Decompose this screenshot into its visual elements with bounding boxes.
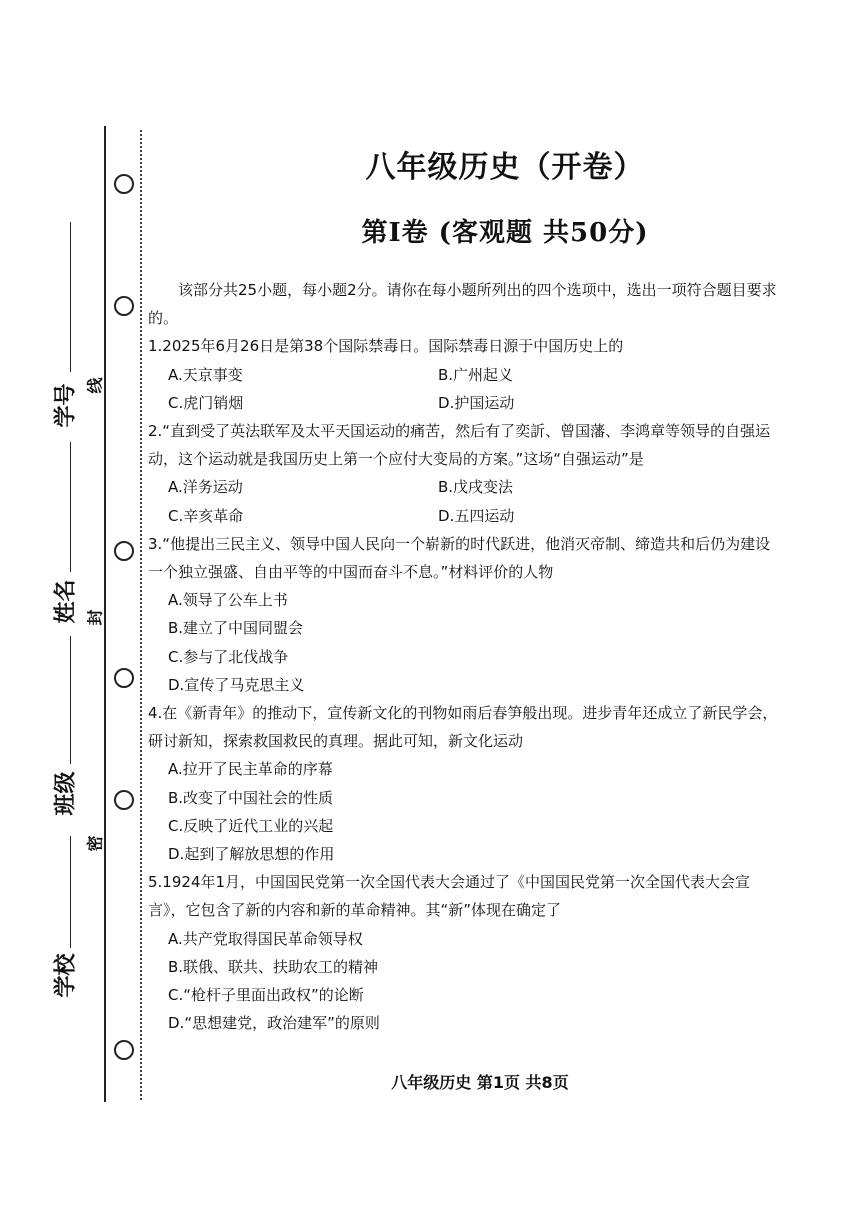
option-a: A.拉开了民主革命的序幕 [168, 760, 333, 779]
option-row [148, 361, 780, 389]
punch-hole [114, 1040, 134, 1060]
option-a: A.领导了公车上书 [168, 591, 288, 610]
option-a: A.共产党取得国民革命领导权 [168, 929, 363, 948]
option-d: D.宣传了马克思主义 [168, 675, 305, 694]
mark-secret: 密 [85, 835, 105, 852]
question-stem: 5.1924年1月，中国国民党第一次全国代表大会通过了《中国国民党第一次全国代表大会宣言》，它包含了新的内容和新的革命精神。其“新”体现在确定了 [148, 873, 751, 920]
option-b: B.戊戌变法 [438, 478, 514, 497]
punch-hole [114, 296, 134, 316]
question-stem: 1.2025年6月26日是第38个国际禁毒日。国际禁毒日源于中国历史上的 [148, 337, 624, 356]
option-a: A.洋务运动 [168, 478, 243, 497]
question-stem: 4.在《新青年》的推动下，宣传新文化的刊物如雨后春笋般出现。进步青年还成立了新民学会，研讨新知，探索救国救民的真理。据此可知，新文化运动 [148, 704, 778, 751]
dotted-cut-line [140, 130, 142, 1100]
option-c: C.“枪杆子里面出政权”的论断 [168, 986, 364, 1005]
question-area [148, 276, 780, 1037]
mark-seal: 封 [85, 609, 105, 626]
option-c: C.辛亥革命 [168, 506, 244, 525]
option-b: B.联俄、联共、扶助农工的精神 [168, 957, 379, 976]
option-c: C.虎门销烟 [168, 393, 244, 412]
option-d: D.五四运动 [438, 506, 515, 525]
question-stem: 2.“直到受了英法联军及太平天国运动的痛苦，然后有了奕訢、曾国藩、李鸿章等领导的自强运动，这个运动就是我国历史上第一个应付大变局的方案。”这场“自强运动”是 [148, 422, 771, 469]
name-label: 姓名 [52, 579, 79, 624]
option-b: B.改变了中国社会的性质 [168, 788, 334, 807]
instructions: 该部分共25小题，每小题2分。请你在每小题所列出的四个选项中，选出一项符合题目要求的。 [148, 281, 777, 328]
student-id-label: 学号 [52, 383, 79, 428]
option-row [148, 473, 780, 501]
school-blank[interactable] [70, 836, 71, 948]
punch-hole [114, 668, 134, 688]
page-title: 八年级历史（开卷） [365, 150, 645, 185]
option-b: B.建立了中国同盟会 [168, 619, 304, 638]
question-stem: 3.“他提出三民主义、领导中国人民向一个崭新的时代跃进，他消灭帝制、缔造共和后仍为建设一个独立强盛、自由平等的中国而奋斗不息。”材料评价的人物 [148, 534, 771, 582]
option-row [148, 502, 780, 530]
mark-line: 线 [85, 377, 105, 394]
section-title: 第Ⅰ卷 (客观题 共50分) [361, 218, 649, 248]
option-d: D.起到了解放思想的作用 [168, 845, 335, 864]
punch-hole [114, 541, 134, 561]
school-label: 学校 [52, 953, 79, 998]
punch-hole [114, 790, 134, 810]
page-footer: 八年级历史 第1页 共8页 [391, 1073, 569, 1092]
option-c: C.反映了近代工业的兴起 [168, 816, 334, 835]
class-label: 班级 [52, 771, 79, 816]
name-blank[interactable] [70, 442, 71, 572]
option-row [148, 389, 780, 417]
class-blank[interactable] [70, 636, 71, 764]
option-a: A.天京事变 [168, 365, 243, 384]
option-b: B.广州起义 [438, 365, 514, 384]
option-c: C.参与了北伐战争 [168, 647, 289, 666]
option-d: D.护国运动 [438, 393, 515, 412]
option-d: D.“思想建党，政治建军”的原则 [168, 1014, 380, 1033]
